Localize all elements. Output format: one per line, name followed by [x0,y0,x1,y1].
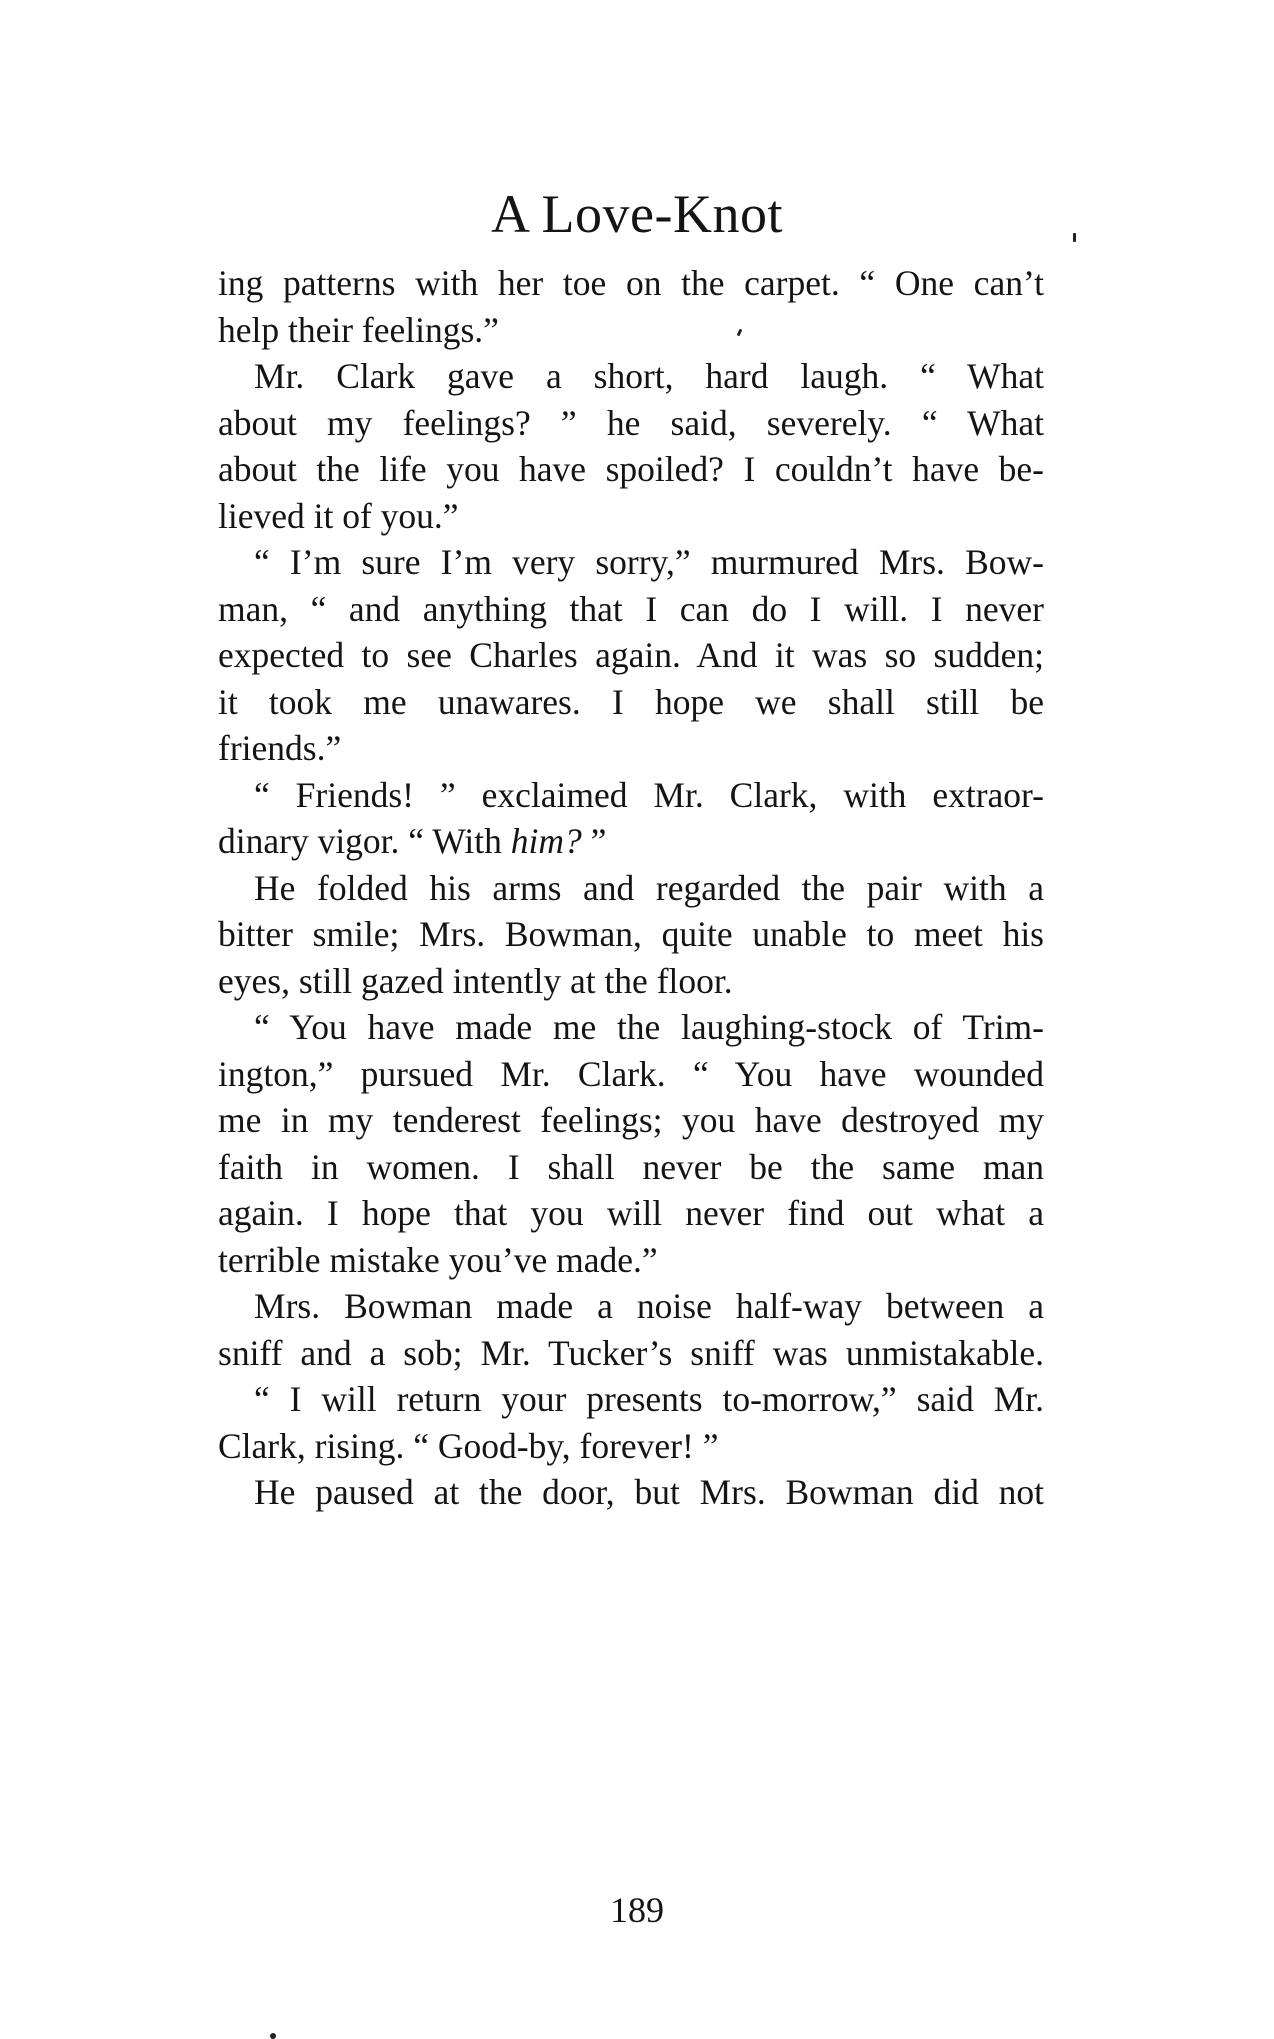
running-head: A Love-Knot [491,184,783,244]
text-line [218,818,1044,865]
text-run: ” [581,821,607,861]
text-line: “ Friends! ” exclaimed Mr. Clark, with extraor- [254,774,1044,815]
text-line: lieved it of you.” [218,495,459,536]
body-text [218,260,1044,1516]
text-line: help their feelings.” [218,309,499,350]
text-line: Clark, rising. “ Good-by, forever! ” [218,1425,719,1466]
text-line: “ You have made me the laughing-stock of Trim- [254,1007,1044,1047]
text-line: friends.” [218,728,342,768]
text-line: He paused at the door, but Mrs. Bowman did not [254,1472,1044,1512]
text-run: dinary vigor. “ With [218,821,511,861]
text-line: ington,” pursued Mr. Clark. “ You have wounded [218,1053,1044,1094]
text-line: about the life you have spoiled? I couldn’t have be- [218,449,1044,489]
text-line: me in my tenderest feelings; you have destroyed my [218,1100,1044,1140]
text-line: “ I’m sure I’m very sorry,” murmured Mrs. Bow- [254,542,1044,582]
text-line: man, “ and anything that I can do I will. I never [218,588,1044,629]
italic-emphasis: him? [510,821,582,861]
page-number: 189 [610,1890,664,1930]
text-line: sniff and a sob; Mr. Tucker’s sniff was unmistakable. [218,1332,1044,1373]
text-line: faith in women. I shall never be the same man [218,1146,1044,1187]
text-line: again. I hope that you will never find out what a [218,1193,1044,1233]
text-line: Mr. Clark gave a short, hard laugh. “ What [254,356,1044,396]
text-line: He folded his arms and regarded the pair with a [254,867,1044,908]
text-line: bitter smile; Mrs. Bowman, quite unable to meet his [218,914,1044,954]
text-line: it took me unawares. I hope we shall still be [218,681,1044,722]
text-line: “ I will return your presents to-morrow,” said Mr. [254,1379,1044,1419]
text-line: ing patterns with her toe on the carpet. “ One can’t [218,263,1044,303]
scan-speck [270,2033,276,2039]
text-line: Mrs. Bowman made a noise half-way between a [254,1286,1044,1326]
text-line: about my feelings? ” he said, severely. “ What [218,402,1044,443]
text-line: eyes, still gazed intently at the floor. [218,960,733,1001]
scan-speck [1073,233,1076,242]
text-line: terrible mistake you’ve made.” [218,1239,658,1280]
text-line: expected to see Charles again. And it was so sudden; [218,635,1044,675]
